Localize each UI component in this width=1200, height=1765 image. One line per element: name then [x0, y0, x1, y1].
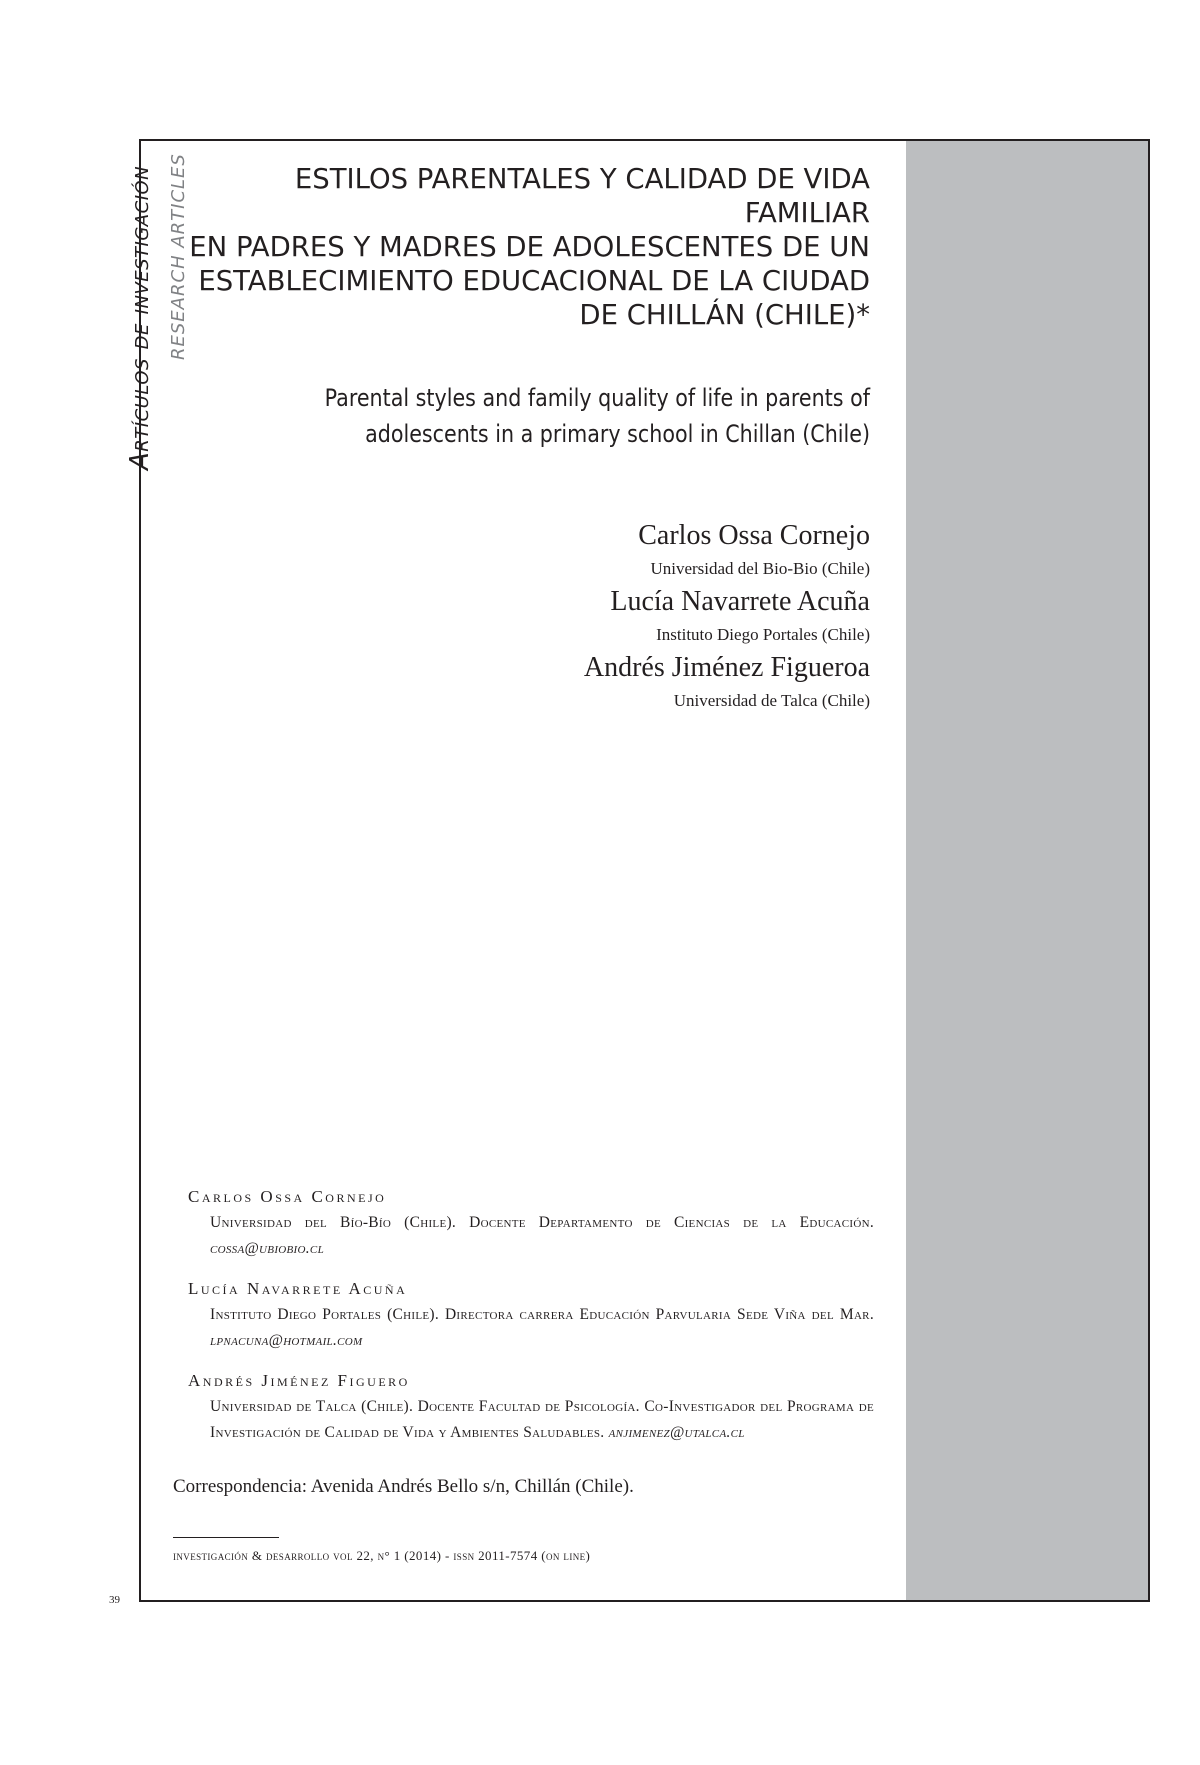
footnote-rule [173, 1537, 279, 1538]
section-label-spanish: Artículos de investigación [125, 165, 155, 470]
author-name: Lucía Navarrete Acuña [610, 586, 870, 617]
note-text [188, 1210, 874, 1262]
author-name: Andrés Jiménez Figueroa [583, 652, 870, 683]
note-author-name: Lucía Navarrete Acuña [188, 1279, 408, 1298]
note-author-name: Carlos Ossa Cornejo [188, 1187, 387, 1206]
note-author-name: Andrés Jiménez Figuero [188, 1371, 410, 1390]
note-email[interactable]: lpnacuna@hotmail.com [210, 1332, 363, 1349]
title-line: ESTILOS PARENTALES Y CALIDAD DE VIDA FAMILIAR [294, 163, 870, 229]
correspondence-address: Avenida Andrés Bello s/n, Chillán (Chile). [310, 1476, 634, 1497]
title-line: EN PADRES Y MADRES DE ADOLESCENTES DE UN [189, 231, 870, 263]
author-note [188, 1368, 874, 1446]
note-email[interactable]: anjimenez@utalca.cl [608, 1424, 745, 1441]
author-name: Carlos Ossa Cornejo [638, 520, 870, 551]
author-list [584, 518, 870, 716]
english-title [268, 380, 870, 452]
author-note [188, 1184, 874, 1262]
note-affiliation: Instituto Diego Portales (Chile). Directora carrera Educación Parvularia Sede Viña del Mar. [210, 1306, 874, 1323]
note-email[interactable]: cossa@ubiobio.cl [210, 1240, 324, 1257]
author-affiliation: Instituto Diego Portales (Chile) [656, 625, 870, 644]
correspondence-label: Correspondencia: [173, 1476, 308, 1497]
note-affiliation: Universidad de Talca (Chile). Docente Facultad de Psicología. Co-Investigador del Programa de Investigación de Calidad de Vida y Ambientes Saludables. [210, 1398, 874, 1441]
note-text [188, 1394, 874, 1446]
page-number: 39 [109, 1594, 120, 1606]
author-affiliation: Universidad de Talca (Chile) [673, 691, 870, 710]
note-affiliation: Universidad del Bío-Bío (Chile). Docente Departamento de Ciencias de la Educación. [210, 1214, 874, 1231]
title-line: DE CHILLÁN (CHILE)* [579, 299, 870, 331]
title-line: ESTABLECIMIENTO EDUCACIONAL DE LA CIUDAD [198, 265, 870, 297]
gray-side-band [906, 141, 1148, 1600]
subtitle-line: adolescents in a primary school in Chillan (Chile) [365, 420, 870, 448]
section-label-english: RESEARCH ARTICLES [168, 153, 189, 360]
article-title [170, 162, 870, 332]
author-notes [188, 1184, 874, 1460]
journal-footnote: investigación & desarrollo vol 22, n° 1 (2014) - issn 2011-7574 (on line) [173, 1548, 591, 1563]
note-text [188, 1302, 874, 1354]
author-affiliation: Universidad del Bio-Bio (Chile) [650, 559, 870, 578]
subtitle-line: Parental styles and family quality of life in parents of [324, 384, 871, 412]
author-note [188, 1276, 874, 1354]
correspondence [173, 1476, 634, 1498]
